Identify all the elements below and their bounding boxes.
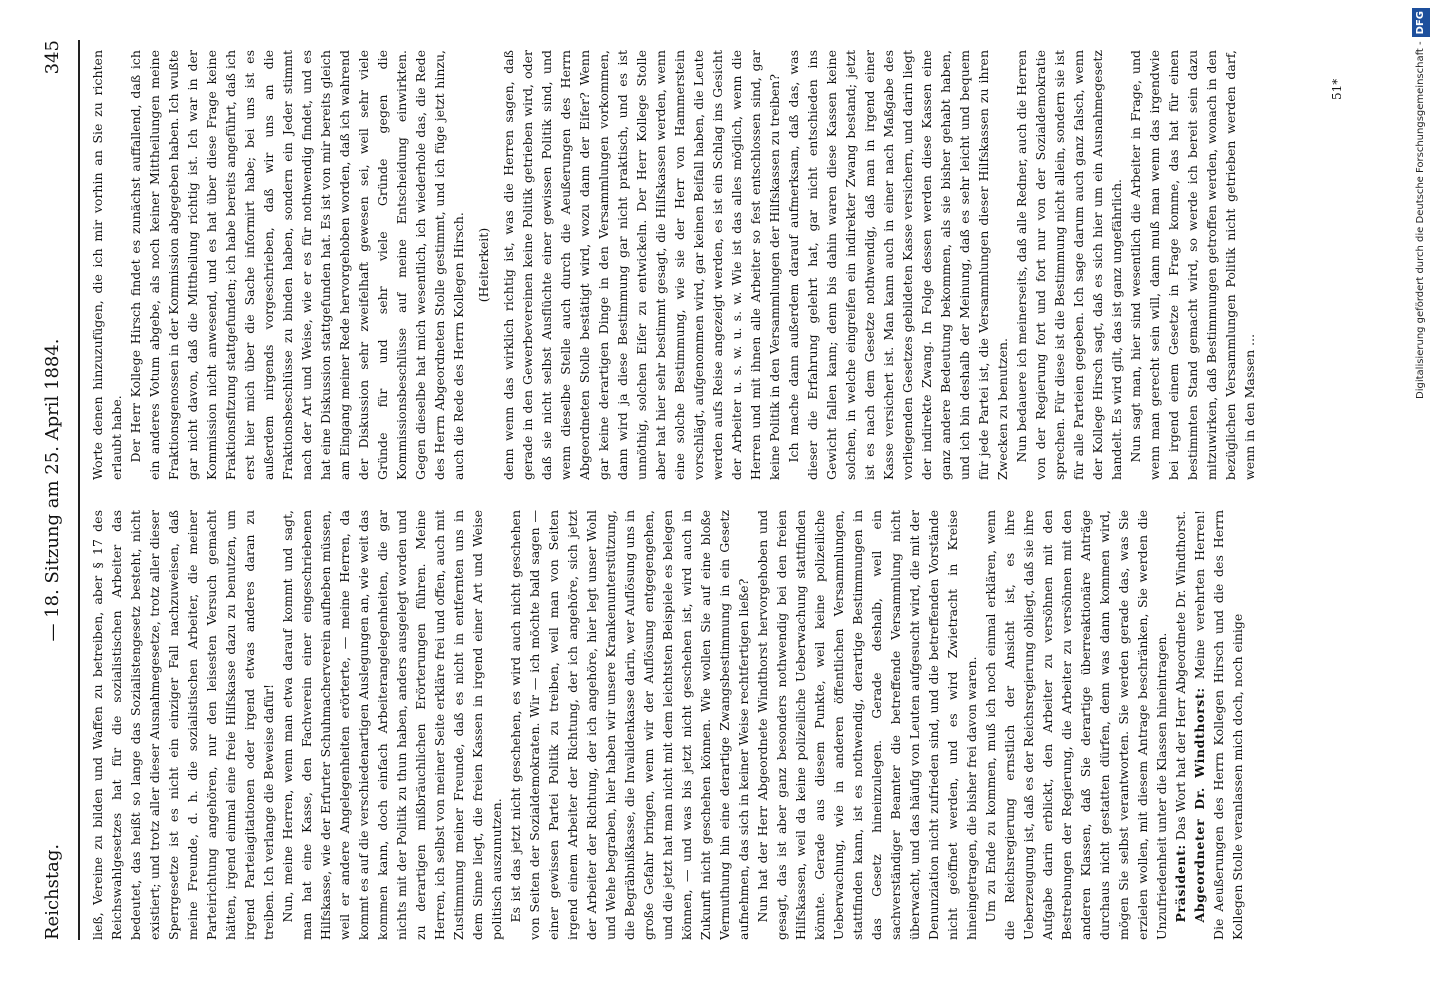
left-paragraph: Es ist das jetzt nicht geschehen, es wird auch nicht geschehen von Seiten der Sozialdemokraten. Wir — ich möchte bald sagen — einer gewissen Partei Politik zu treiben, weil man von Seiten irgend einem Arbeiter der Richtung, der ich angehöre, sich jetzt der Arbeiter der Richtung, der ich angehöre, hier legt unser Wohl und Wehe begraben, hier haben wir unsere Krankenunterstützung, die Begräbnißkasse, die Invalidenkasse darin, wer Auflösung uns in große Gefahr bringen, wenn wir der Auflösung entgegengehen, und die jetzt hat man nicht mit dem leichtsten Beispiele es belegen können, — und was bis jetzt nicht geschehen ist, wird auch in Zukunft nicht geschehen können. Wie wollen Sie auf eine bloße Vermuthung hin eine derartige Zwangsbestimmung in ein Gesetz aufnehmen, das sich in keiner Weise rechtfertigen ließe? bbox=[508, 510, 751, 940]
header-left: Reichstag. bbox=[42, 843, 63, 940]
left-paragraph: ließ, Vereine zu bilden und Waffen zu betreiben, aber § 17 des Reichswahlgesetzes hat für die sozialistischen Arbeiter das bedeutet, das heißt so lange das Sozialistengesetz besteht, nicht existiert; und trotz aller dieser Ausnahmegesetze, trotz aller dieser Sperrgesetze ist es nicht ein einziger Fall nachzuweisen, daß meine Freunde, d. h. die sozialistischen Arbeiter, die meiner Parteirichtung angehören, nur den leisesten Versuch gemacht hätten, irgend einmal eine freie Hilfskasse dazu zu benutzen, um irgend Parteiagitationen oder irgend etwas anderes daran zu treiben. Ich verlange die Beweise dafür! bbox=[90, 510, 276, 940]
dfg-notice-text bbox=[1412, 4, 1430, 996]
right-paragraph: Nun bedauere ich meinerseits, daß alle Redner, auch die Herren von der Regierung fort und fort nur von der Sozialdemokratie sprechen. Für diese ist die Bestimmung nicht allein, sondern sie ist für alle Parteien gegeben. Ich sage darum auch ganz falsch, wenn der Kollege Hirsch sagt, daß es sich hier um ein Ausnahmegesetz handelt. Es wird gilt, das ist ganz ungefährlich. bbox=[1014, 50, 1124, 480]
left-paragraph: Nun, meine Herren, wenn man etwa darauf kommt und sagt, man hat eine Kasse, den Fachverein einer eingeschriebenen Hilfskasse, wie der Erfurter Schuhmacherverein aufheben müssen, weil er andere Angelegenheiten erörterte, — meine Herren, da kommt es auf die verschiedenartigen Auslegungen an, wie weit das kommen kann, doch einfach Arbeiterangelegenheiten, die gar nichts mit der Politik zu thun haben, anders ausgelegt worden und zu derartigen mißbräuchlichen Erörterungen führen. Meine Herren, ich selbst von meiner Seite erkläre frei und offen, auch mit Zustimmung meiner Freunde, daß es nicht in entfernten uns in dem Sinne liegt, die freien Kassen in irgend einer Art und Weise politisch auszunutzen. bbox=[280, 510, 504, 940]
right-paragraph: Nun sagt man, hier sind wesentlich die Arbeiter in Frage, und wenn man gerecht sein will, dann muß man wenn das irgendwie bei irgend einem Gesetze in Frage komme, das hat für einen bestimmten Stand gemacht wird, so werde ich bereit sein dazu mitzuwirken, daß Bestimmungen getroffen werden, wonach in den bezüglichen Versammlungen Politik nicht getrieben werden darf, wenn in den Massen ... bbox=[1128, 50, 1257, 480]
dfg-notice-label: Digitalisierung gefördert durch die Deutsche Forschungsgemeinschaft - bbox=[1415, 41, 1426, 399]
left-column bbox=[88, 510, 1378, 940]
dfg-logo: DFG bbox=[1412, 8, 1430, 37]
windthorst-text: Meine verehrten Herren! Die Aeußerungen des Herrn Kollegen Hirsch und die des Herrn Kollegen Stolle veranlassen mich doch, noch einige bbox=[1192, 510, 1245, 940]
president-paragraph bbox=[1171, 510, 1190, 940]
left-paragraph: Um zu Ende zu kommen, muß ich noch einmal erklären, wenn die Reichsregierung ernstlich der Ansicht ist, es ihre Ueberzeugung ist, daß es der Reichsregierung obliegt, daß sie ihre Aufgabe darin erblickt, den Arbeiter zu versöhnen mit den Bestrebungen der Regierung, die Arbeiter zu versöhnen mit den anderen Klassen, daß Sie derartige überreaktionäre Anträge durchaus nicht gestatten dürfen, denn was dann kommen wird, mögen Sie selbst verantworten. Sie werden gerade das, was Sie erzielen wollen, mit diesem Antrage beschränken, Sie werden die Unzufriedenheit unter die Klassen hineintragen. bbox=[983, 510, 1169, 940]
windthorst-speaker: Abgeordneter Dr. Windthorst: bbox=[1192, 687, 1207, 923]
right-paragraph: Der Herr Kollege Hirsch findet es zunächst auffallend, daß ich ein anderes Votum abgebe, als noch keiner Mittheilungen meine Fraktionsgenossen in der Kommission abgegeben haben. Ich wußte gar nicht davon, daß die Mittheilung richtig ist. Ich war in der Kommission nicht anwesend, und es hat über diese Frage keine Fraktionsfitzung stattgefunden; ich habe bereits angeführt, daß ich erst hier mich über die Sache informirt habe; bei uns ist es außerdem nirgends vorgeschrieben, daß wir uns an die Fraktionsbeschlüsse zu binden haben, sondern ein Jeder stimmt nach der Art und Weise, wie er es für nothwendig findet, und es hat eine Diskussion stattgefunden hat. Es ist von mir bereits gleich am Eingang meiner Rede hervorgehoben worden, daß ich wahrend der Diskussion sehr zweifelhaft gewesen sei, weil sehr viele Gründe für und sehr viele Gründe gegen die Kommissionsbeschlüsse auf meine Entscheidung einwirkten. Gegen dieselbe hat mich wesentlich, ich wiederhole das, die Rede des Herrn Abgeordneten Stolle gestimmt, und ich füge jetzt hinzu, auch die Rede des Herrn Kollegen Hirsch. bbox=[128, 50, 466, 480]
page-header bbox=[42, 40, 80, 940]
left-paragraph: Nun hat der Herr Abgeordnete Windthorst hervorgehoben und gesagt, das ist aber ganz besonders nothwendig bei den freien Hilfskassen, weil da keine polizeiliche Ueberwachung stattfinden könnte. Gerade aus diesem Punkte, weil keine polizeiliche Ueberwachung, wie in anderen öffentlichen Versammlungen, stattfinden kann, ist es nothwendig, derartige Bestimmungen in das Gesetz hineinzulegen. Gerade deshalb, weil ein sachverständiger Beamter die betreffende Versammlung nicht überwacht, und das häufig von Leuten aufgesucht wird, die mit der Denunziation nicht zufrieden sind, und die betreffenden Vorstände nicht geöffnet werden, und es wird Zwietracht in Kreise hineingetragen, die bisher frei davon waren. bbox=[755, 510, 979, 940]
right-paragraph: denn wenn das wirklich richtig ist, was die Herren sagen, daß gerade in den Gewerbevereinen keine Politik getrieben wird, oder daß sie nicht selbst Ausflüchte einer gewissen Politik sind, und wenn dieselbe Stelle auch durch die Aeußerungen des Herrn Abgeordneten Stolle bestätigt wird, wozu dann der Eifer? Wenn gar keine derartigen Dinge in den Versammlungen vorkommen, dann wird ja diese Bestimmung gar nicht praktisch, und es ist unnöthig, solchen Eifer zu entwickeln. Der Herr Kollege Stolle aber hat hier sehr bestimmt gesagt, die Hilfskassen werden, wenn eine solche Bestimmung, wie sie der Herr von Hammerstein vorschlägt, aufgenommen wird, gar keinen Beifall haben, die Leute werden aufs Reise angezeigt werden, es ist ein Schlag ins Gesicht der Arbeiter u. s. w. u. s. w. Wie ist das alles möglich, wenn die Herren und mit ihnen alle Arbeiter so fest entschlossen sind, gar keine Politik in den Versammlungen der Hilfskassen zu treiben? bbox=[501, 50, 782, 480]
dfg-notice bbox=[1412, 4, 1430, 996]
president-text: Das Wort hat der Herr Abgeordnete Dr. Windthorst. bbox=[1173, 510, 1188, 841]
interjection: (Heiterkeit) bbox=[476, 227, 491, 303]
windthorst-paragraph bbox=[1190, 510, 1247, 940]
right-paragraph: Ich mache dann außerdem darauf aufmerksam, daß das, was dieser die Erfahrung gelehrt hat, gar nicht entschieden ins Gewicht fallen kann; denn bis dahin waren diese Kassen keine solchen, in welche eingreifen ein indirekter Zwang bestand; jetzt ist es nach dem Gesetze nothwendig, daß man in irgend einer Kasse versichert ist. Man kann auch in einer nach Maßgabe des vorliegenden Gesetzes gebildeten Kasse versichern, und darin liegt der indirekte Zwang. In Folge dessen werden diese Kassen eine ganz andere Bedeutung bekommen, als sie bisher gehabt haben, und ich bin deshalb der Meinung, daß es sehr leicht und bequem für jede Partei ist, die Versammlungen dieser Hilfskassen zu ihren Zwecken zu benutzen. bbox=[786, 50, 1010, 480]
signature-mark: 51* bbox=[1330, 78, 1344, 100]
president-speaker: Präsident: bbox=[1173, 844, 1188, 923]
right-paragraph: Worte denen hinzuzufügen, die ich mir vorhin an Sie zu richten erlaubt habe. bbox=[90, 50, 124, 480]
page-number: 345 bbox=[42, 40, 63, 75]
header-center: — 18. Sitzung am 25. April 1884. bbox=[42, 338, 63, 642]
right-column bbox=[88, 50, 1378, 480]
